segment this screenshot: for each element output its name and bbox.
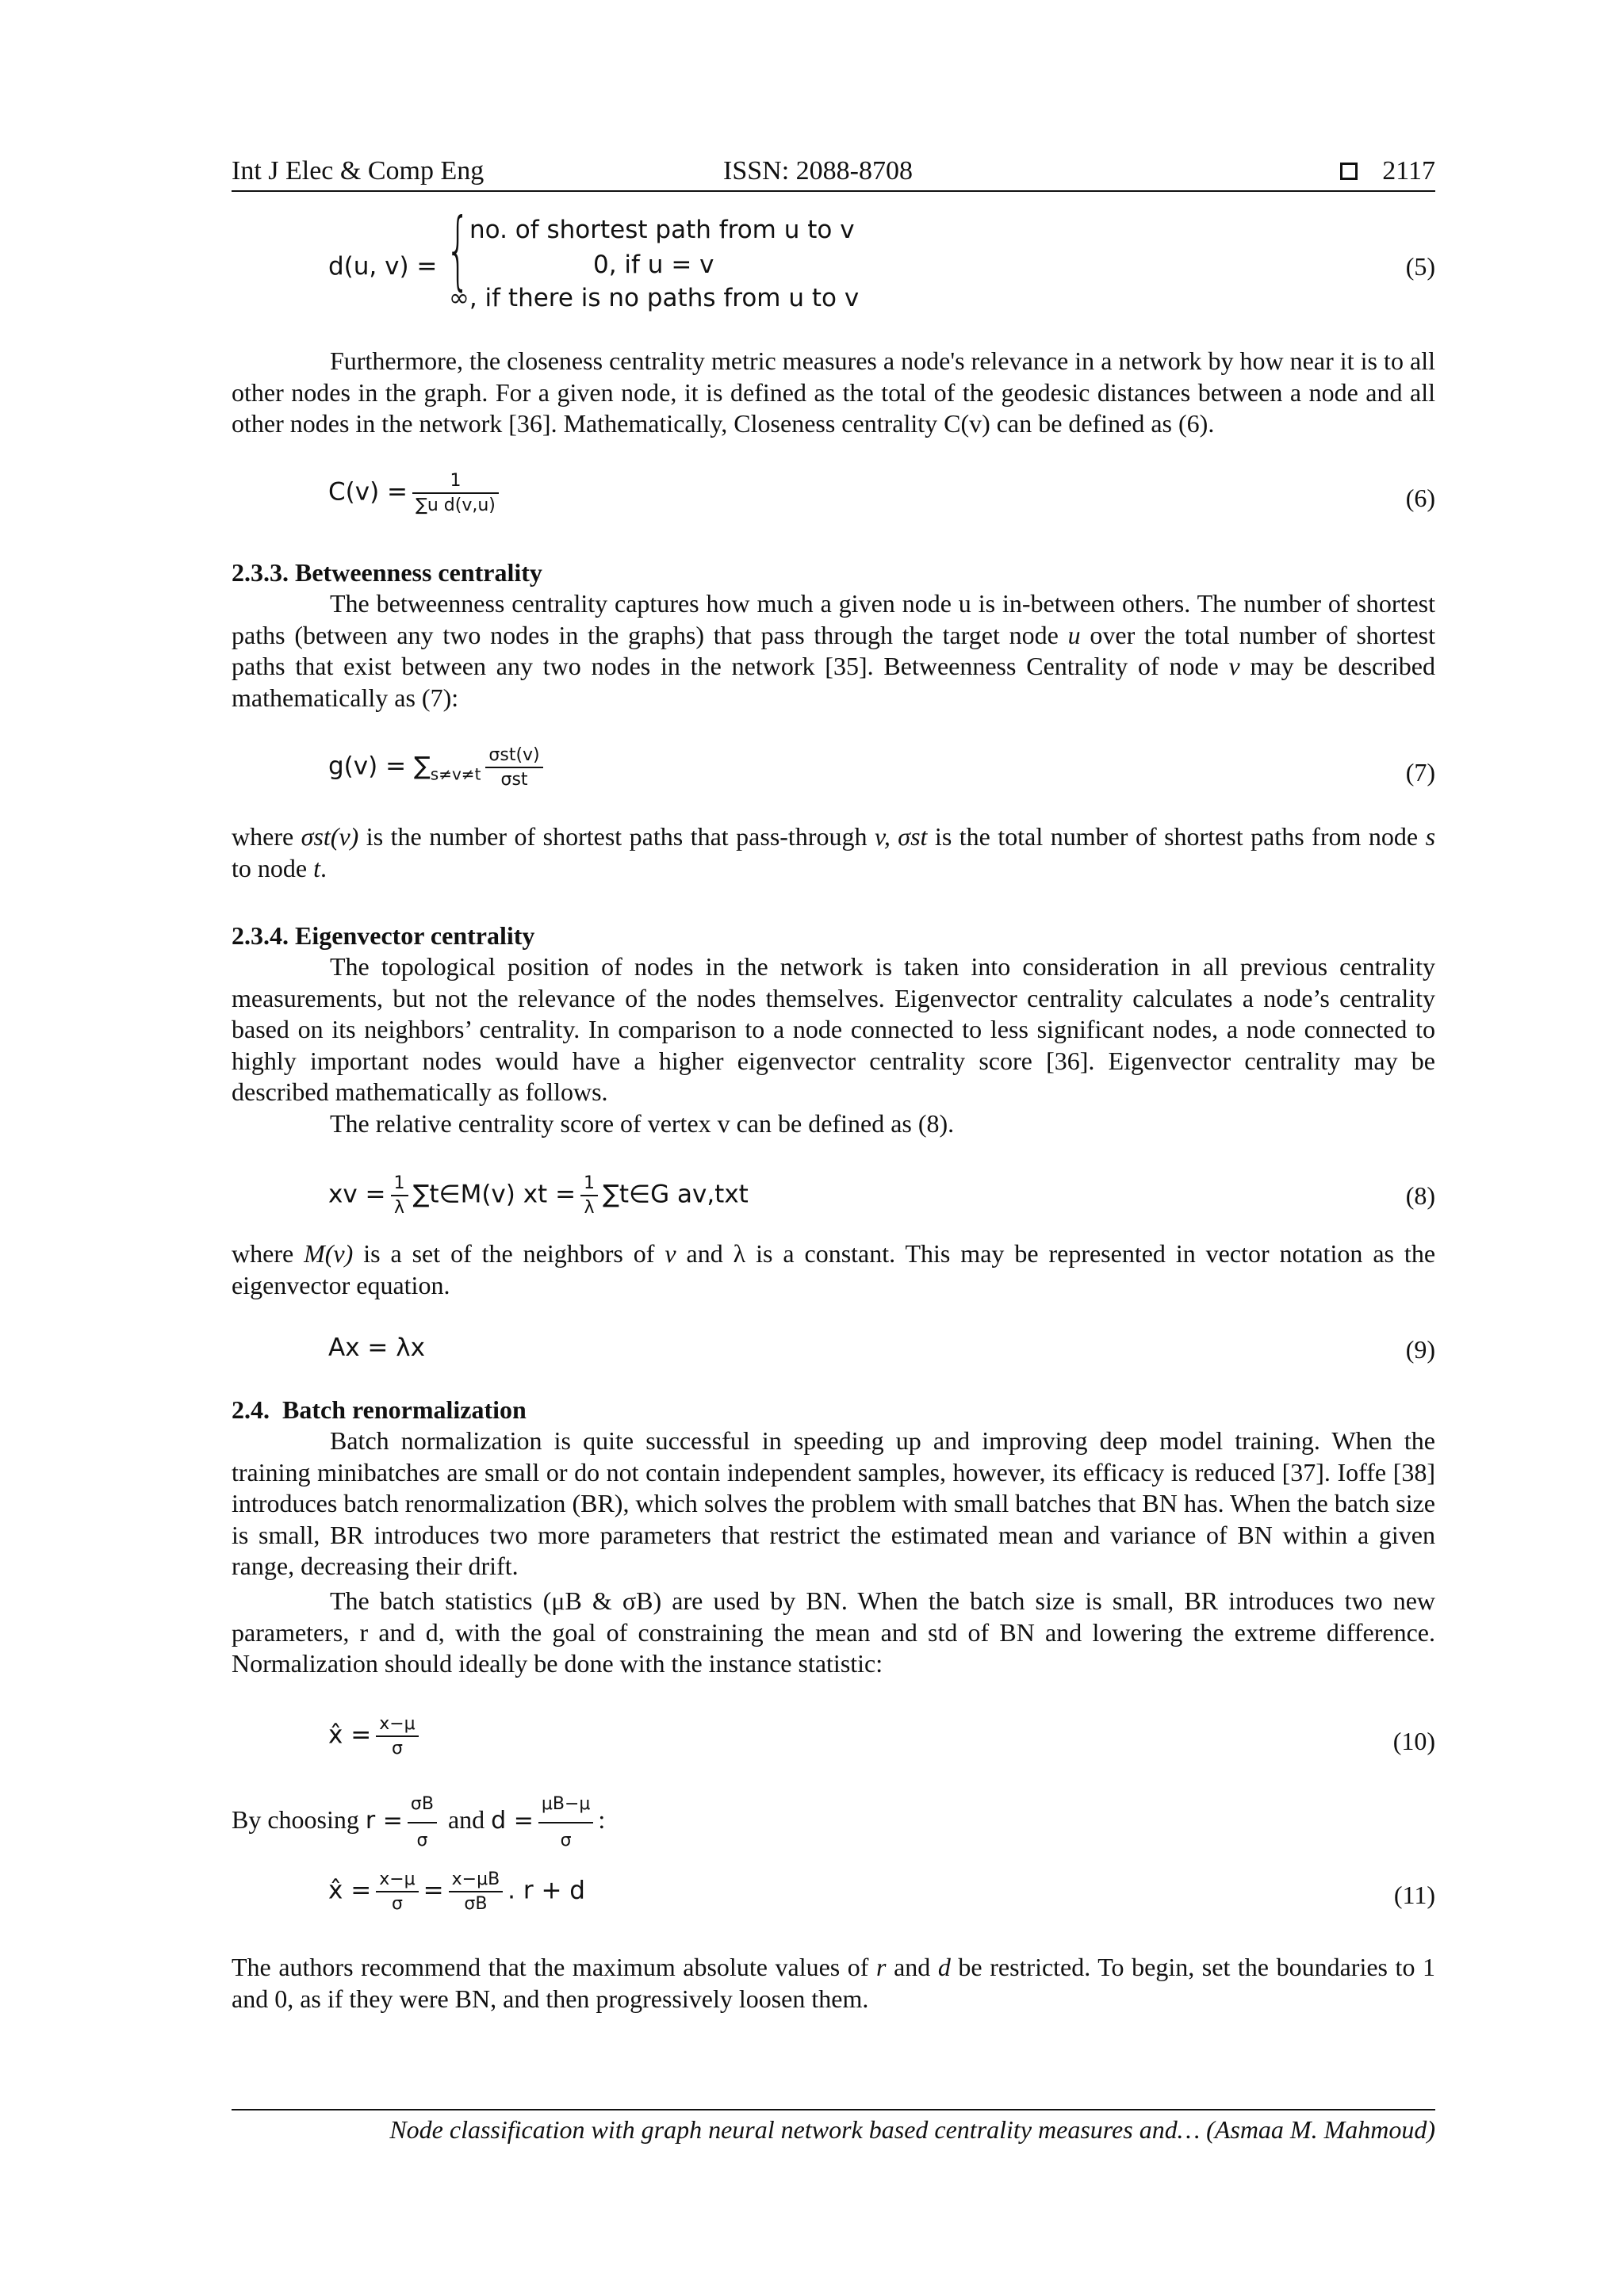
box-icon bbox=[1340, 155, 1358, 187]
eq5-case1: no. of shortest path from u to v bbox=[469, 216, 855, 244]
eq11-number: (11) bbox=[1393, 1881, 1435, 1909]
eq9-number: (9) bbox=[1405, 1335, 1435, 1364]
eq6-fraction: $\frac{1}{\text{∑u d(v,u)}}$ bbox=[412, 471, 499, 515]
paragraph-where-sigma: where σst(v) is the number of shortest paths that pass-through v, σst is the total number of shortest paths from node s to node t. bbox=[232, 822, 1436, 882]
page-number: 2117 bbox=[1382, 156, 1435, 186]
eq5-number: (5) bbox=[1405, 252, 1435, 281]
eq5-case2: 0, if u = v bbox=[593, 251, 714, 279]
section-heading-2-3-4: 2.3.4. Eigenvector centrality bbox=[232, 921, 535, 950]
eq8-number: (8) bbox=[1405, 1181, 1435, 1210]
journal-name: Int J Elec & Comp Eng bbox=[232, 156, 485, 186]
header-rule bbox=[232, 190, 1435, 192]
issn: ISSN: 2088-8708 bbox=[723, 156, 913, 186]
paragraph-batch-statistics: The batch statistics (μB & σB) are used by BN. When the batch size is small, BR introduces two new parameters, r and d, with the goal of constraining the mean and std of BN and lowering the extreme difference. Normalization should ideally be done with the instance statistic: bbox=[232, 1586, 1435, 1678]
eq5-case3: ∞, if there is no paths from u to v bbox=[449, 284, 860, 312]
equation-6 bbox=[328, 471, 504, 515]
footer-rule bbox=[232, 2109, 1435, 2110]
eq7-fraction: $\frac{\text{σst(v)}}{\text{σst}}$ bbox=[485, 745, 542, 790]
equation-7: $g(v) = \sum_{s\ne v\ne t}$ $\frac{\text{σst(v)}}{\text{σst}}$ bbox=[328, 745, 548, 790]
equation-11: x̂ = $\frac{x-\mu}{\sigma}$ = $\frac{x-\mu B}{\sigma B}$ . r + d bbox=[328, 1869, 585, 1914]
eq7-number: (7) bbox=[1405, 758, 1435, 786]
paragraph-eigenvector: The topological position of nodes in the network is taken into consideration in all previous centrality measurements, but not the relevance of the nodes themselves. Eigenvector centrality calculates a node’s centrality based on its neighbors’ centrality. In comparison to a node connected to less significant nodes, a node connected to highly important nodes would have a higher eigenvector centrality score [36]. Eigenvector centrality may be described mathematically as follows. bbox=[232, 952, 1435, 1106]
footer-citation: Node classification with graph neural network based centrality measures and… (Asmaa M. Mahmoud) bbox=[389, 2115, 1435, 2144]
eq5-lhs: d(u, v) = bbox=[328, 252, 438, 281]
paragraph-batch-normalization: Batch normalization is quite successful in speeding up and improving deep model training. When the training minibatches are small or do not contain independent samples, however, its efficacy is reduced [37]. Ioffe [38] introduces batch renormalization (BR), which solves the problem with small batches that BN has. When the batch size is small, BR introduces two more parameters that restrict the estimated mean and variance of BN within a given range, decreasing their drift. bbox=[232, 1426, 1435, 1580]
section-heading-2-3-3: 2.3.3. Betweenness centrality bbox=[232, 558, 542, 587]
equation-9: Ax = λx bbox=[328, 1334, 425, 1362]
paragraph-authors-recommend: The authors recommend that the maximum absolute values of r and d be restricted. To begin, set the boundaries to 1 and 0, as if they were BN, and then progressively loosen them. bbox=[232, 1953, 1436, 2013]
paragraph-closeness: Furthermore, the closeness centrality metric measures a node's relevance in a network by how near it is to all other nodes in the graph. For a given node, it is defined as the total of the geodesic distances between a node and all other nodes in the network [36]. Mathematically, Closeness centrality C(v) can be defined as (6). bbox=[232, 346, 1435, 438]
equation-8: xv = $\frac{1}{\lambda}$ ∑t∈M(v) xt = $\frac{1}{\lambda}$ ∑t∈G av,txt bbox=[328, 1173, 749, 1218]
equation-10: x̂ = $\frac{x-\mu}{\sigma}$ bbox=[328, 1714, 423, 1758]
eq5-brace: { bbox=[446, 201, 470, 300]
paragraph-relative-score: The relative centrality score of vertex v can be defined as (8). bbox=[330, 1109, 955, 1138]
paragraph-neighbors: where M(v) is a set of the neighbors of v and λ is a constant. This may be represented in vector notation as the eigenvector equation. bbox=[232, 1239, 1436, 1299]
choosing-line: By choosing r = $\frac{\sigma B}{\sigma}$ and d = $\frac{\mu B-\mu}{\sigma}$ : bbox=[232, 1789, 1435, 1856]
eq6-lhs: C(v) = bbox=[328, 477, 408, 507]
eq10-number: (10) bbox=[1392, 1727, 1435, 1755]
section-heading-2-4: 2.4. Batch renormalization bbox=[232, 1395, 527, 1424]
paragraph-betweenness: The betweenness centrality captures how much a given node u is in-between others. The number of shortest paths (between any two nodes in the graphs) that pass through the target node u over the total number of shortest paths that exist between any two nodes in the network [35]. Betweenness Centrality of node v may be described mathematically as (7): bbox=[232, 589, 1436, 712]
eq6-number: (6) bbox=[1405, 484, 1435, 512]
